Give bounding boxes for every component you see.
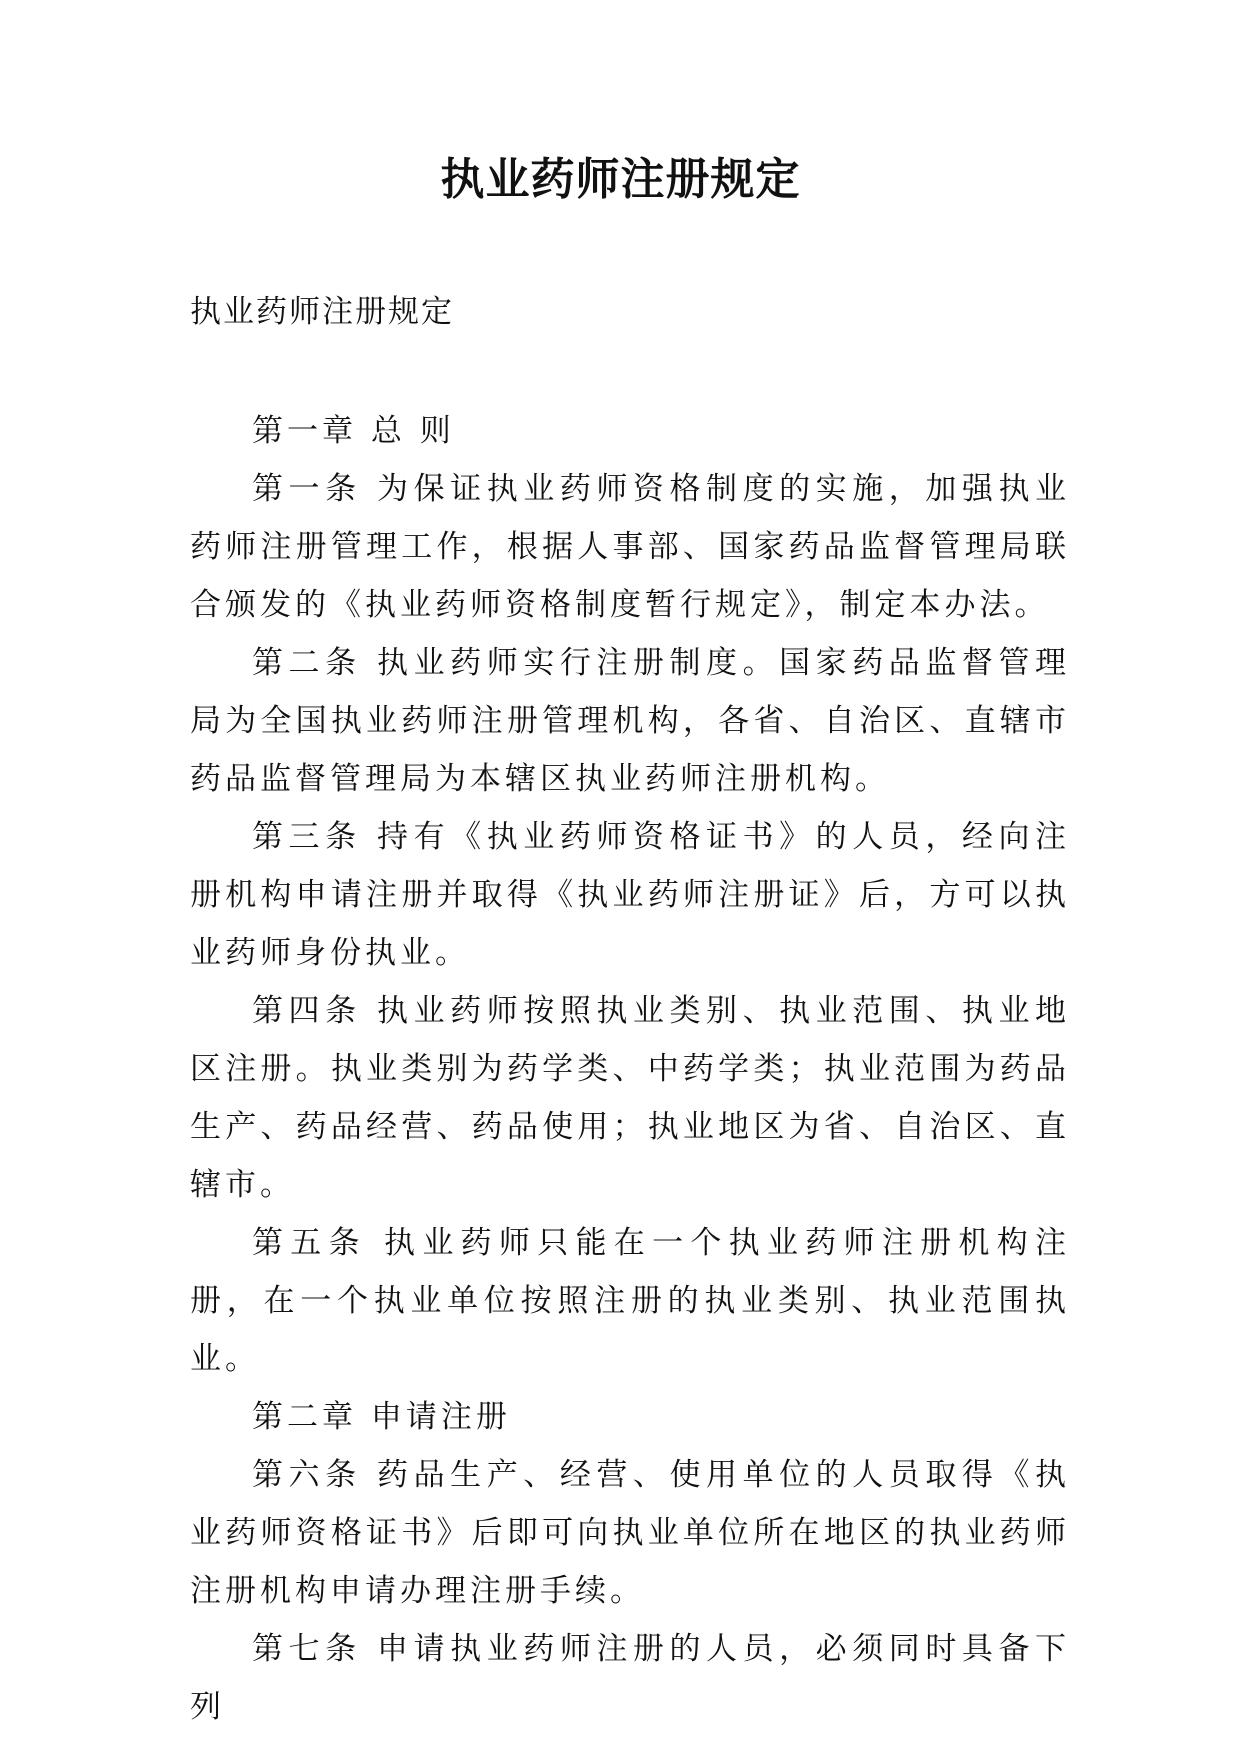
- article-paragraph: 第五条 执业药师只能在一个执业药师注册机构注册，在一个执业单位按照注册的执业类别、执业范围执业。: [190, 1225, 1070, 1377]
- article-paragraph: 第七条 申请执业药师注册的人员，必须同时具备下列: [190, 1631, 1070, 1725]
- chapter-heading: 第二章 申请注册: [252, 1399, 511, 1435]
- chapter-heading: 第一章 总 则: [252, 413, 455, 449]
- article-paragraph: 第六条 药品生产、经营、使用单位的人员取得《执业药师资格证书》后即可向执业单位所在地区的执业药师注册机构申请办理注册手续。: [190, 1457, 1070, 1609]
- document-body: [190, 402, 1070, 1736]
- document-title: 执业药师注册规定: [440, 154, 801, 205]
- article-paragraph: 第二条 执业药师实行注册制度。国家药品监督管理局为全国执业药师注册管理机构，各省、自治区、直辖市药品监督管理局为本辖区执业药师注册机构。: [190, 645, 1070, 797]
- document-subtitle: 执业药师注册规定: [190, 294, 454, 330]
- article-paragraph: 第一条 为保证执业药师资格制度的实施，加强执业药师注册管理工作，根据人事部、国家药品监督管理局联合颁发的《执业药师资格制度暂行规定》，制定本办法。: [190, 471, 1070, 623]
- article-paragraph: 第四条 执业药师按照执业类别、执业范围、执业地区注册。执业类别为药学类、中药学类；执业范围为药品生产、药品经营、药品使用；执业地区为省、自治区、直辖市。: [190, 993, 1070, 1203]
- article-paragraph: 第三条 持有《执业药师资格证书》的人员，经向注册机构申请注册并取得《执业药师注册证》后，方可以执业药师身份执业。: [190, 819, 1070, 971]
